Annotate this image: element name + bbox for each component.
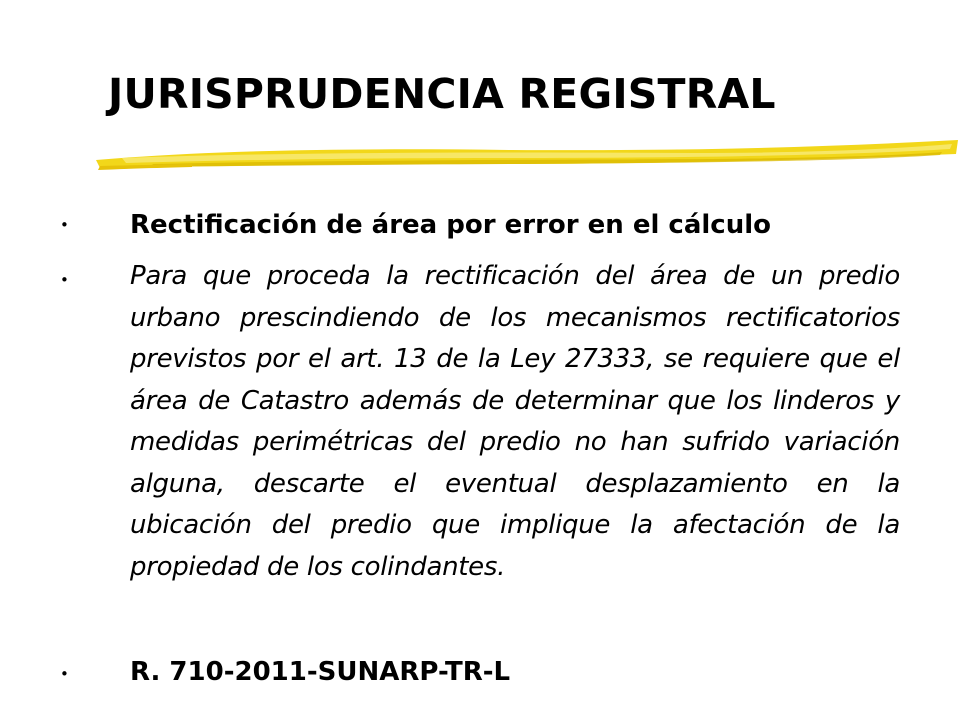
bullet-text-topic: Rectificación de área por error en el cálculo	[130, 210, 771, 240]
bullet-marker: •	[60, 665, 69, 683]
yellow-brush-underline	[92, 130, 960, 178]
bullet-marker: •	[60, 271, 69, 289]
bullet-text-body: Para que proceda la rectificación del área de un predio urbano prescindiendo de los mecanismos rectificatorios previstos por el art. 13 de la Ley 27333, se requiere que el área de Catastro además de determinar que los linderos y medidas perimétricas del predio no han sufrido variación alguna, descarte el eventual desplazamiento en la ubicación del predio que implique la afectación de la propiedad de los colindantes.	[130, 261, 900, 582]
bullet-text-reference: R. 710-2011-SUNARP-TR-L	[130, 657, 511, 687]
bullet-marker: •	[60, 216, 69, 234]
slide-title: JURISPRUDENCIA REGISTRAL	[108, 70, 776, 118]
